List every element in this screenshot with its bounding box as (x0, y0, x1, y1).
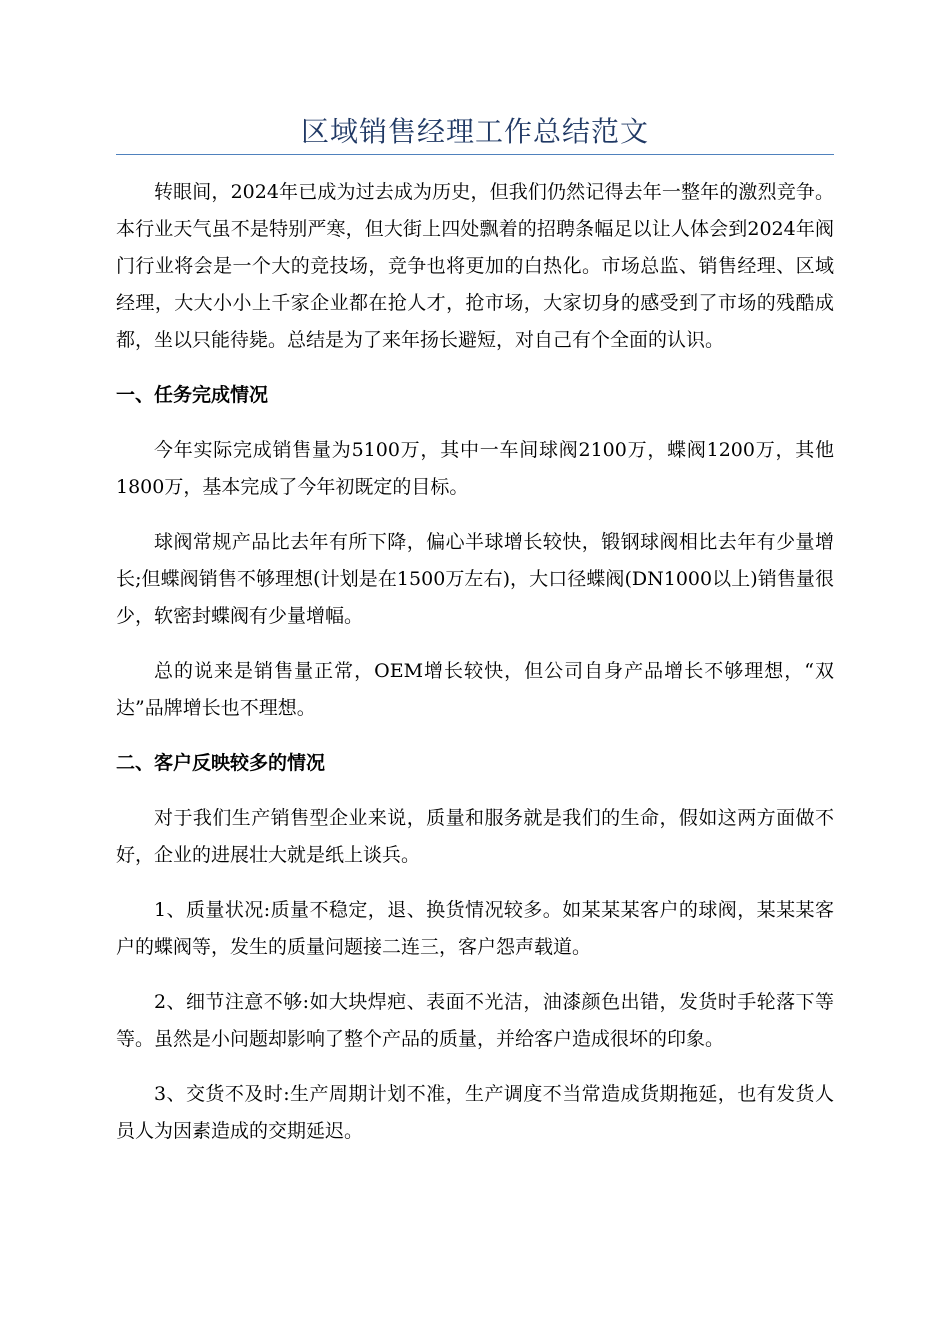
title-underline (116, 154, 834, 155)
quality-issue-item: 1、质量状况:质量不稳定，退、换货情况较多。如某某某客户的球阀，某某某客户的蝶阀等，发生的质量问题接二连三，客户怨声载道。 (116, 899, 834, 958)
quality-service-paragraph: 对于我们生产销售型企业来说，质量和服务就是我们的生命，假如这两方面做不好，企业的进展壮大就是纸上谈兵。 (116, 807, 834, 866)
document-title: 区域销售经理工作总结范文 (300, 115, 649, 148)
product-trend-paragraph: 球阀常规产品比去年有所下降，偏心半球增长较快，锻钢球阀相比去年有少量增长;但蝶阀销售不够理想(计划是在1500万左右)，大口径蝶阀(DN1000以上)销售量很少，软密封蝶阀有少量增幅。 (116, 531, 834, 627)
intro-paragraph: 转眼间，2024年已成为过去成为历史，但我们仍然记得去年一整年的激烈竞争。本行业天气虽不是特别严寒，但大街上四处飘着的招聘条幅足以让人体会到2024年阀门行业将会是一个大的竞技场，竞争也将更加的白热化。市场总监、销售经理、区域经理，大大小小上千家企业都在抢人才，抢市场，大家切身的感受到了市场的残酷成都，坐以只能待毙。总结是为了来年扬长避短，对自己有个全面的认识。 (116, 181, 834, 351)
delivery-issue-item: 3、交货不及时:生产周期计划不准，生产调度不当常造成货期拖延，也有发货人员人为因素造成的交期延迟。 (116, 1083, 834, 1142)
sales-volume-paragraph: 今年实际完成销售量为5100万，其中一车间球阀2100万，蝶阀1200万，其他1800万，基本完成了今年初既定的目标。 (116, 439, 834, 498)
detail-issue-item: 2、细节注意不够:如大块焊疤、表面不光洁，油漆颜色出错，发货时手轮落下等等。虽然是小问题却影响了整个产品的质量，并给客户造成很坏的印象。 (116, 991, 834, 1050)
section-heading-customer-feedback: 二、客户反映较多的情况 (116, 752, 326, 774)
document-body (116, 174, 834, 1168)
section-heading-task-completion: 一、任务完成情况 (116, 384, 269, 406)
overall-summary-paragraph: 总的说来是销售量正常，OEM增长较快，但公司自身产品增长不够理想，“双达”品牌增长也不理想。 (116, 660, 834, 719)
